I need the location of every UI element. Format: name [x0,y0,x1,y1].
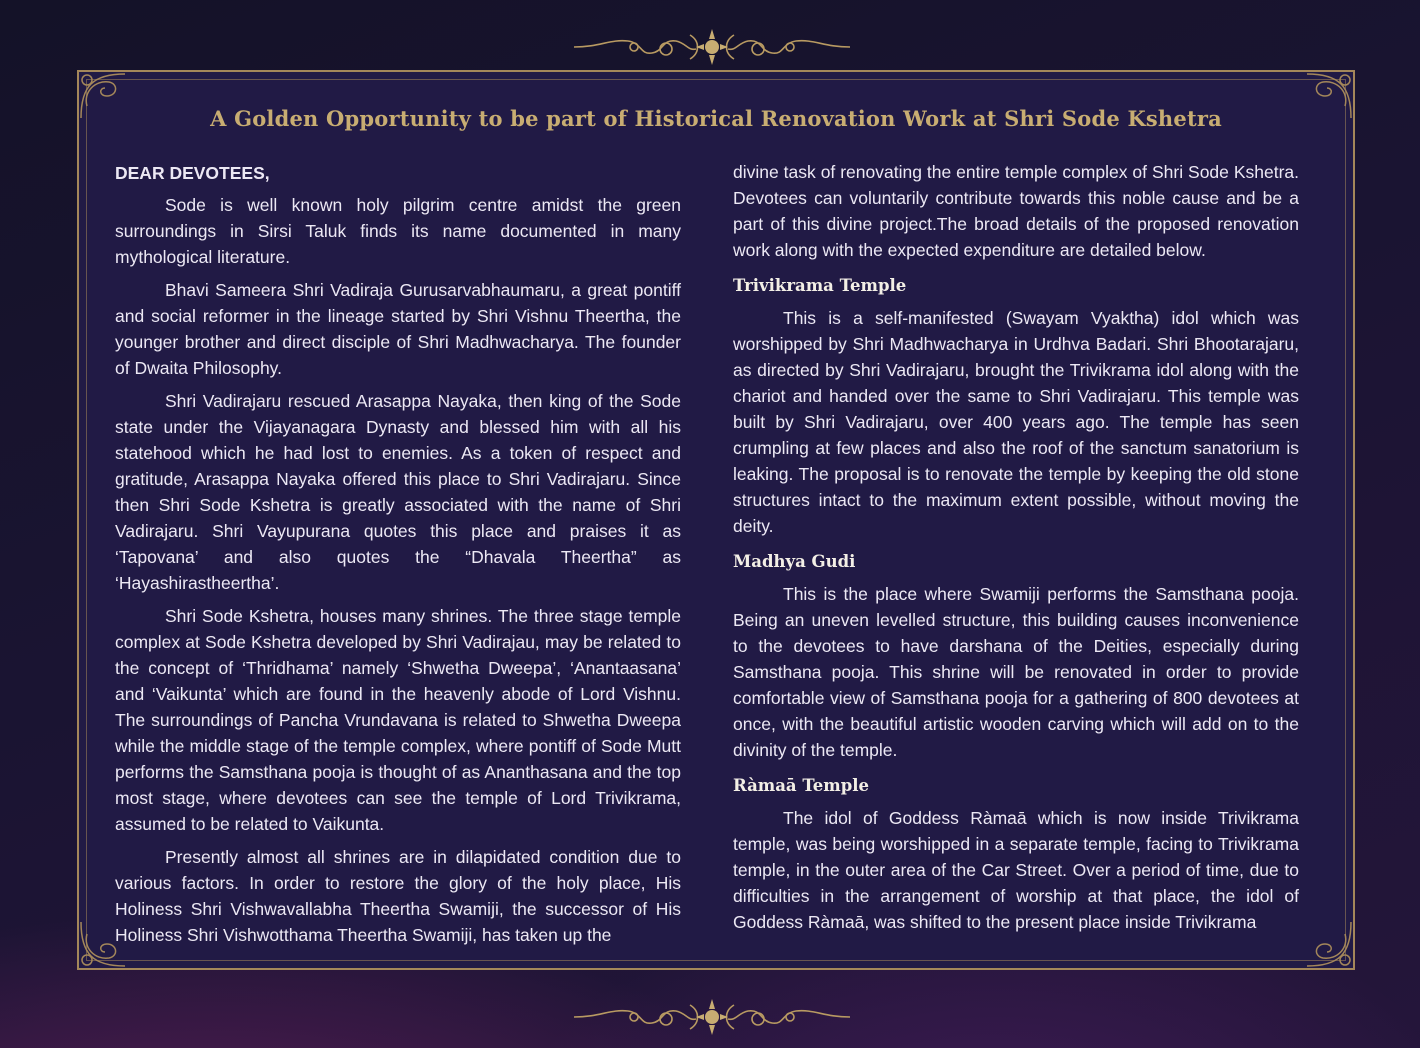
paragraph: Sode is well known holy pilgrim centre amidst the green surroundings in Sirsi Taluk finds its name documented in many mythological literature. [115,195,681,267]
top-ornament-icon [570,27,854,67]
paragraph: Shri Vadirajaru rescued Arasappa Nayaka, then king of the Sode state under the Vijayanagara Dynasty and blessed him with all his statehood which he had lost to enemies. As a token of respect and gratitude, Arasappa Nayaka offered this place to Shri Vadirajaru. Since then Shri Sode Kshetra is greatly associated with the name of Shri Vadirajaru. Shri Vayupurana quotes this place and praises it as ‘Tapovana’ and also quotes the “Dhavala Theertha” as ‘Hayashirastheertha’. [115,391,681,593]
section-text-madhya-gudi: This is the place where Swamiji performs the Samsthana pooja. Being an uneven levelled structure, this building causes inconvenience to the devotees to have darshana of the Deities, especially during Samsthana pooja. This shrine will be renovated in order to provide comfortable view of Samsthana pooja for a gathering of 800 devotees at once, with the beautiful artistic wooden carving which will add on to the divinity of the temple. [733,584,1299,760]
section-text-ramaa: The idol of Goddess Ràmaā which is now inside Trivikrama temple, was being worshipped in a separate temple, facing to Trivikrama temple, in the outer area of the Car Street. Over a period of time, due to difficulties in the arrangement of worship at that place, the idol of Goddess Ràmaā, was shifted to the present place inside Trivikrama [733,808,1299,932]
paragraph: Bhavi Sameera Shri Vadiraja Gurusarvabhaumaru, a great pontiff and social reformer in the lineage started by Shri Vishnu Theertha, the younger brother and direct disciple of Shri Madhwacharya. The founder of Dwaita Philosophy. [115,280,681,378]
section-text-trivikrama: This is a self-manifested (Swayam Vyaktha) idol which was worshipped by Shri Madhwacharya in Urdhva Badari. Shri Bhootarajaru, as directed by Shri Vadirajaru, brought the Trivikrama idol along with the chariot and handed over the same to Shri Vadirajaru. This temple was built by Shri Vadirajaru, over 400 years ago. The temple has seen crumpling at few places and also the roof of the sanctum sanatorium is leaking. The proposal is to renovate the temple by keeping the old stone structures intact to the maximum extent possible, without moving the deity. [733,308,1299,536]
right-column [733,159,1299,942]
corner-flourish-icon [1299,914,1359,974]
section-heading-madhya-gudi: Madhya Gudi [733,552,856,571]
document-title: A Golden Opportunity to be part of Historical Renovation Work at Shri Sode Kshetra [210,106,1222,131]
left-column [115,160,681,955]
section-heading-trivikrama: Trivikrama Temple [733,276,907,295]
section-heading-ramaa: Ràmaā Temple [733,776,870,795]
salutation: DEAR DEVOTEES, [115,163,270,183]
paragraph: Presently almost all shrines are in dilapidated condition due to various factors. In order to restore the glory of the holy place, His Holiness Shri Vishwavallabha Theertha Swamiji, the successor of His Holiness Shri Vishwotthama Theertha Swamiji, has taken up the [115,847,681,945]
paragraph: Shri Sode Kshetra, houses many shrines. The three stage temple complex at Sode Kshetra developed by Shri Vadirajau, may be related to the concept of ‘Thridhama’ namely ‘Shwetha Dweepa’, ‘Anantaasana’ and ‘Vaikunta’ which are found in the heavenly abode of Lord Vishnu. The surroundings of Pancha Vrundavana is related to Shwetha Dweepa while the middle stage of the temple complex, where pontiff of Sode Mutt performs the Samsthana pooja is thought of as Ananthasana and the top most stage, where devotees can see the temple of Lord Trivikrama, assumed to be related to Vaikunta. [115,606,681,834]
bottom-ornament-icon [570,997,854,1037]
content-panel [77,70,1355,970]
paragraph: divine task of renovating the entire temple complex of Shri Sode Kshetra. Devotees can voluntarily contribute towards this noble cause and be a part of this divine project.The broad details of the proposed renovation work along with the expected expenditure are detailed below. [733,162,1299,260]
